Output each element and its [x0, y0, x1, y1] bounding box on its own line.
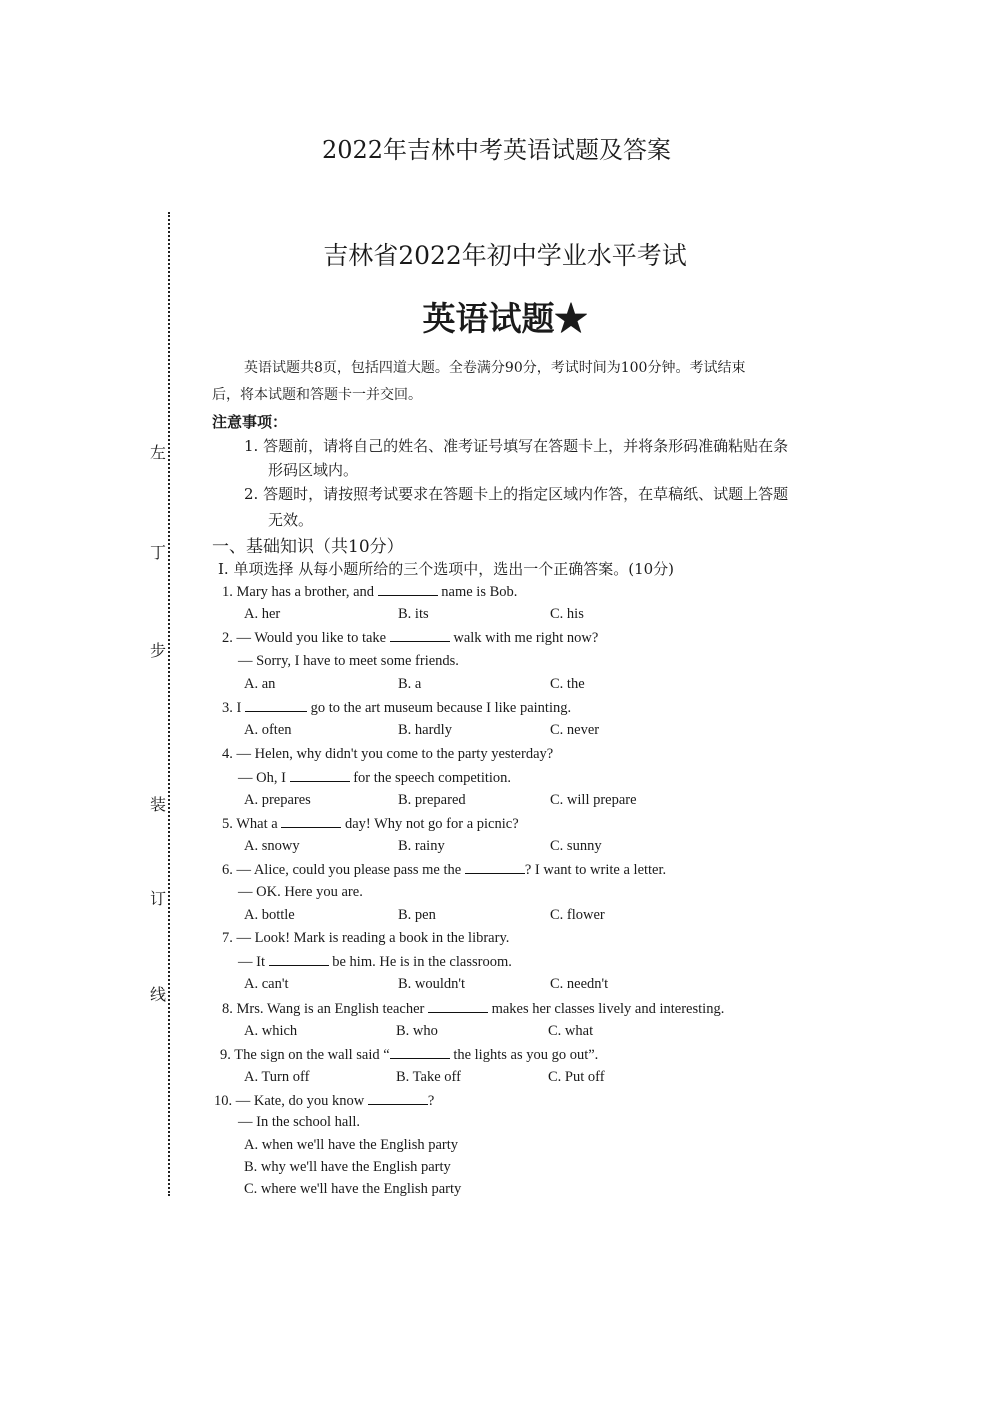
note-item: 2. 答题时，请按照考试要求在答题卡上的指定区域内作答，在草稿纸、试题上答题 — [244, 485, 789, 503]
option-b: B. Take off — [396, 1069, 461, 1085]
option-a: A. an — [244, 676, 276, 692]
question-stem: 5. What a day! Why not go for a picnic? — [222, 816, 519, 832]
option-b: B. prepared — [398, 792, 466, 808]
binding-char: 丁 — [150, 543, 167, 562]
option-c: C. the — [550, 676, 585, 692]
binding-dotted-line — [168, 212, 170, 1196]
option-a: A. Turn off — [244, 1069, 310, 1085]
option-a: A. can't — [244, 976, 289, 992]
question-stem: 6. — Alice, could you please pass me the ? I want to write a letter. — [222, 862, 667, 878]
option-a: A. often — [244, 722, 292, 738]
option-a: A. bottle — [244, 907, 295, 923]
question-stem: — It be him. He is in the classroom. — [238, 954, 512, 970]
note-item: 1. 答题前，请将自己的姓名、准考证号填写在答题卡上，并将条形码准确粘贴在条 — [244, 437, 789, 455]
question-stem: 9. The sign on the wall said “ the lights as you go out”. — [220, 1047, 599, 1063]
note-item: 无效。 — [268, 511, 314, 529]
option-a: A. which — [244, 1023, 298, 1039]
notes-heading: 注意事项： — [212, 413, 288, 431]
intro-text: 后，将本试题和答题卡一并交回。 — [212, 387, 422, 403]
option-c: C. sunny — [550, 838, 602, 854]
answer-blank — [378, 583, 438, 596]
option-c: C. never — [550, 722, 600, 738]
question-line: — Sorry, I have to meet some friends. — [238, 653, 459, 669]
binding-char: 订 — [150, 889, 167, 908]
answer-blank — [290, 769, 350, 782]
option-b: B. rainy — [398, 838, 445, 854]
option-c: C. will prepare — [550, 792, 637, 808]
answer-blank — [465, 861, 525, 874]
question-stem: 10. — Kate, do you know ? — [214, 1093, 435, 1109]
question-stem: — Oh, I for the speech competition. — [238, 770, 512, 786]
question-stem: 8. Mrs. Wang is an English teacher makes her classes lively and interesting. — [222, 1001, 725, 1017]
binding-char: 装 — [150, 795, 167, 814]
section-heading: 一、基础知识（共10分） — [212, 537, 404, 557]
subject-title: 英语试题★ — [422, 299, 588, 338]
question-line: — OK. Here you are. — [238, 884, 363, 900]
option-b: B. pen — [398, 907, 436, 923]
option-a: A. prepares — [244, 792, 311, 808]
answer-blank — [269, 953, 329, 966]
note-item: 形码区域内。 — [268, 461, 359, 479]
option-b: B. wouldn't — [398, 976, 466, 992]
binding-char: 步 — [150, 641, 167, 660]
option-a: A. snowy — [244, 838, 300, 854]
option-b: B. who — [396, 1023, 438, 1039]
option-c: C. needn't — [550, 976, 609, 992]
binding-char: 线 — [150, 985, 167, 1004]
option-b: B. its — [398, 606, 429, 622]
part-heading: Ⅰ. 单项选择 从每小题所给的三个选项中，选出一个正确答案。(10分) — [218, 560, 675, 578]
answer-blank — [428, 1000, 488, 1013]
document-title: 2022年吉林中考英语试题及答案 — [321, 136, 672, 164]
option-b: B. hardly — [398, 722, 452, 738]
binding-char: 左 — [150, 443, 167, 462]
answer-blank — [281, 815, 341, 828]
question-stem: 3. I go to the art museum because I like painting. — [222, 700, 572, 716]
question-line: — In the school hall. — [238, 1114, 361, 1130]
option-c: C. where we'll have the English party — [244, 1181, 462, 1197]
question-stem: 2. — Would you like to take walk with me right now? — [222, 630, 599, 646]
question-line: 7. — Look! Mark is reading a book in the library. — [222, 930, 510, 946]
answer-blank — [368, 1092, 428, 1105]
option-c: C. flower — [550, 907, 605, 923]
option-b: B. why we'll have the English party — [244, 1159, 451, 1175]
question-stem: 1. Mary has a brother, and name is Bob. — [222, 584, 518, 600]
answer-blank — [390, 629, 450, 642]
answer-blank — [245, 699, 307, 712]
intro-text: 英语试题共8页，包括四道大题。全卷满分90分，考试时间为100分钟。考试结束 — [244, 360, 746, 376]
question-line: 4. — Helen, why didn't you come to the party yesterday? — [222, 746, 554, 762]
option-b: B. a — [398, 676, 422, 692]
option-c: C. his — [550, 606, 584, 622]
option-c: C. Put off — [548, 1069, 605, 1085]
option-a: A. when we'll have the English party — [244, 1137, 459, 1153]
option-c: C. what — [548, 1023, 594, 1039]
answer-blank — [390, 1046, 450, 1059]
option-a: A. her — [244, 606, 281, 622]
exam-name: 吉林省2022年初中学业水平考试 — [323, 241, 687, 270]
